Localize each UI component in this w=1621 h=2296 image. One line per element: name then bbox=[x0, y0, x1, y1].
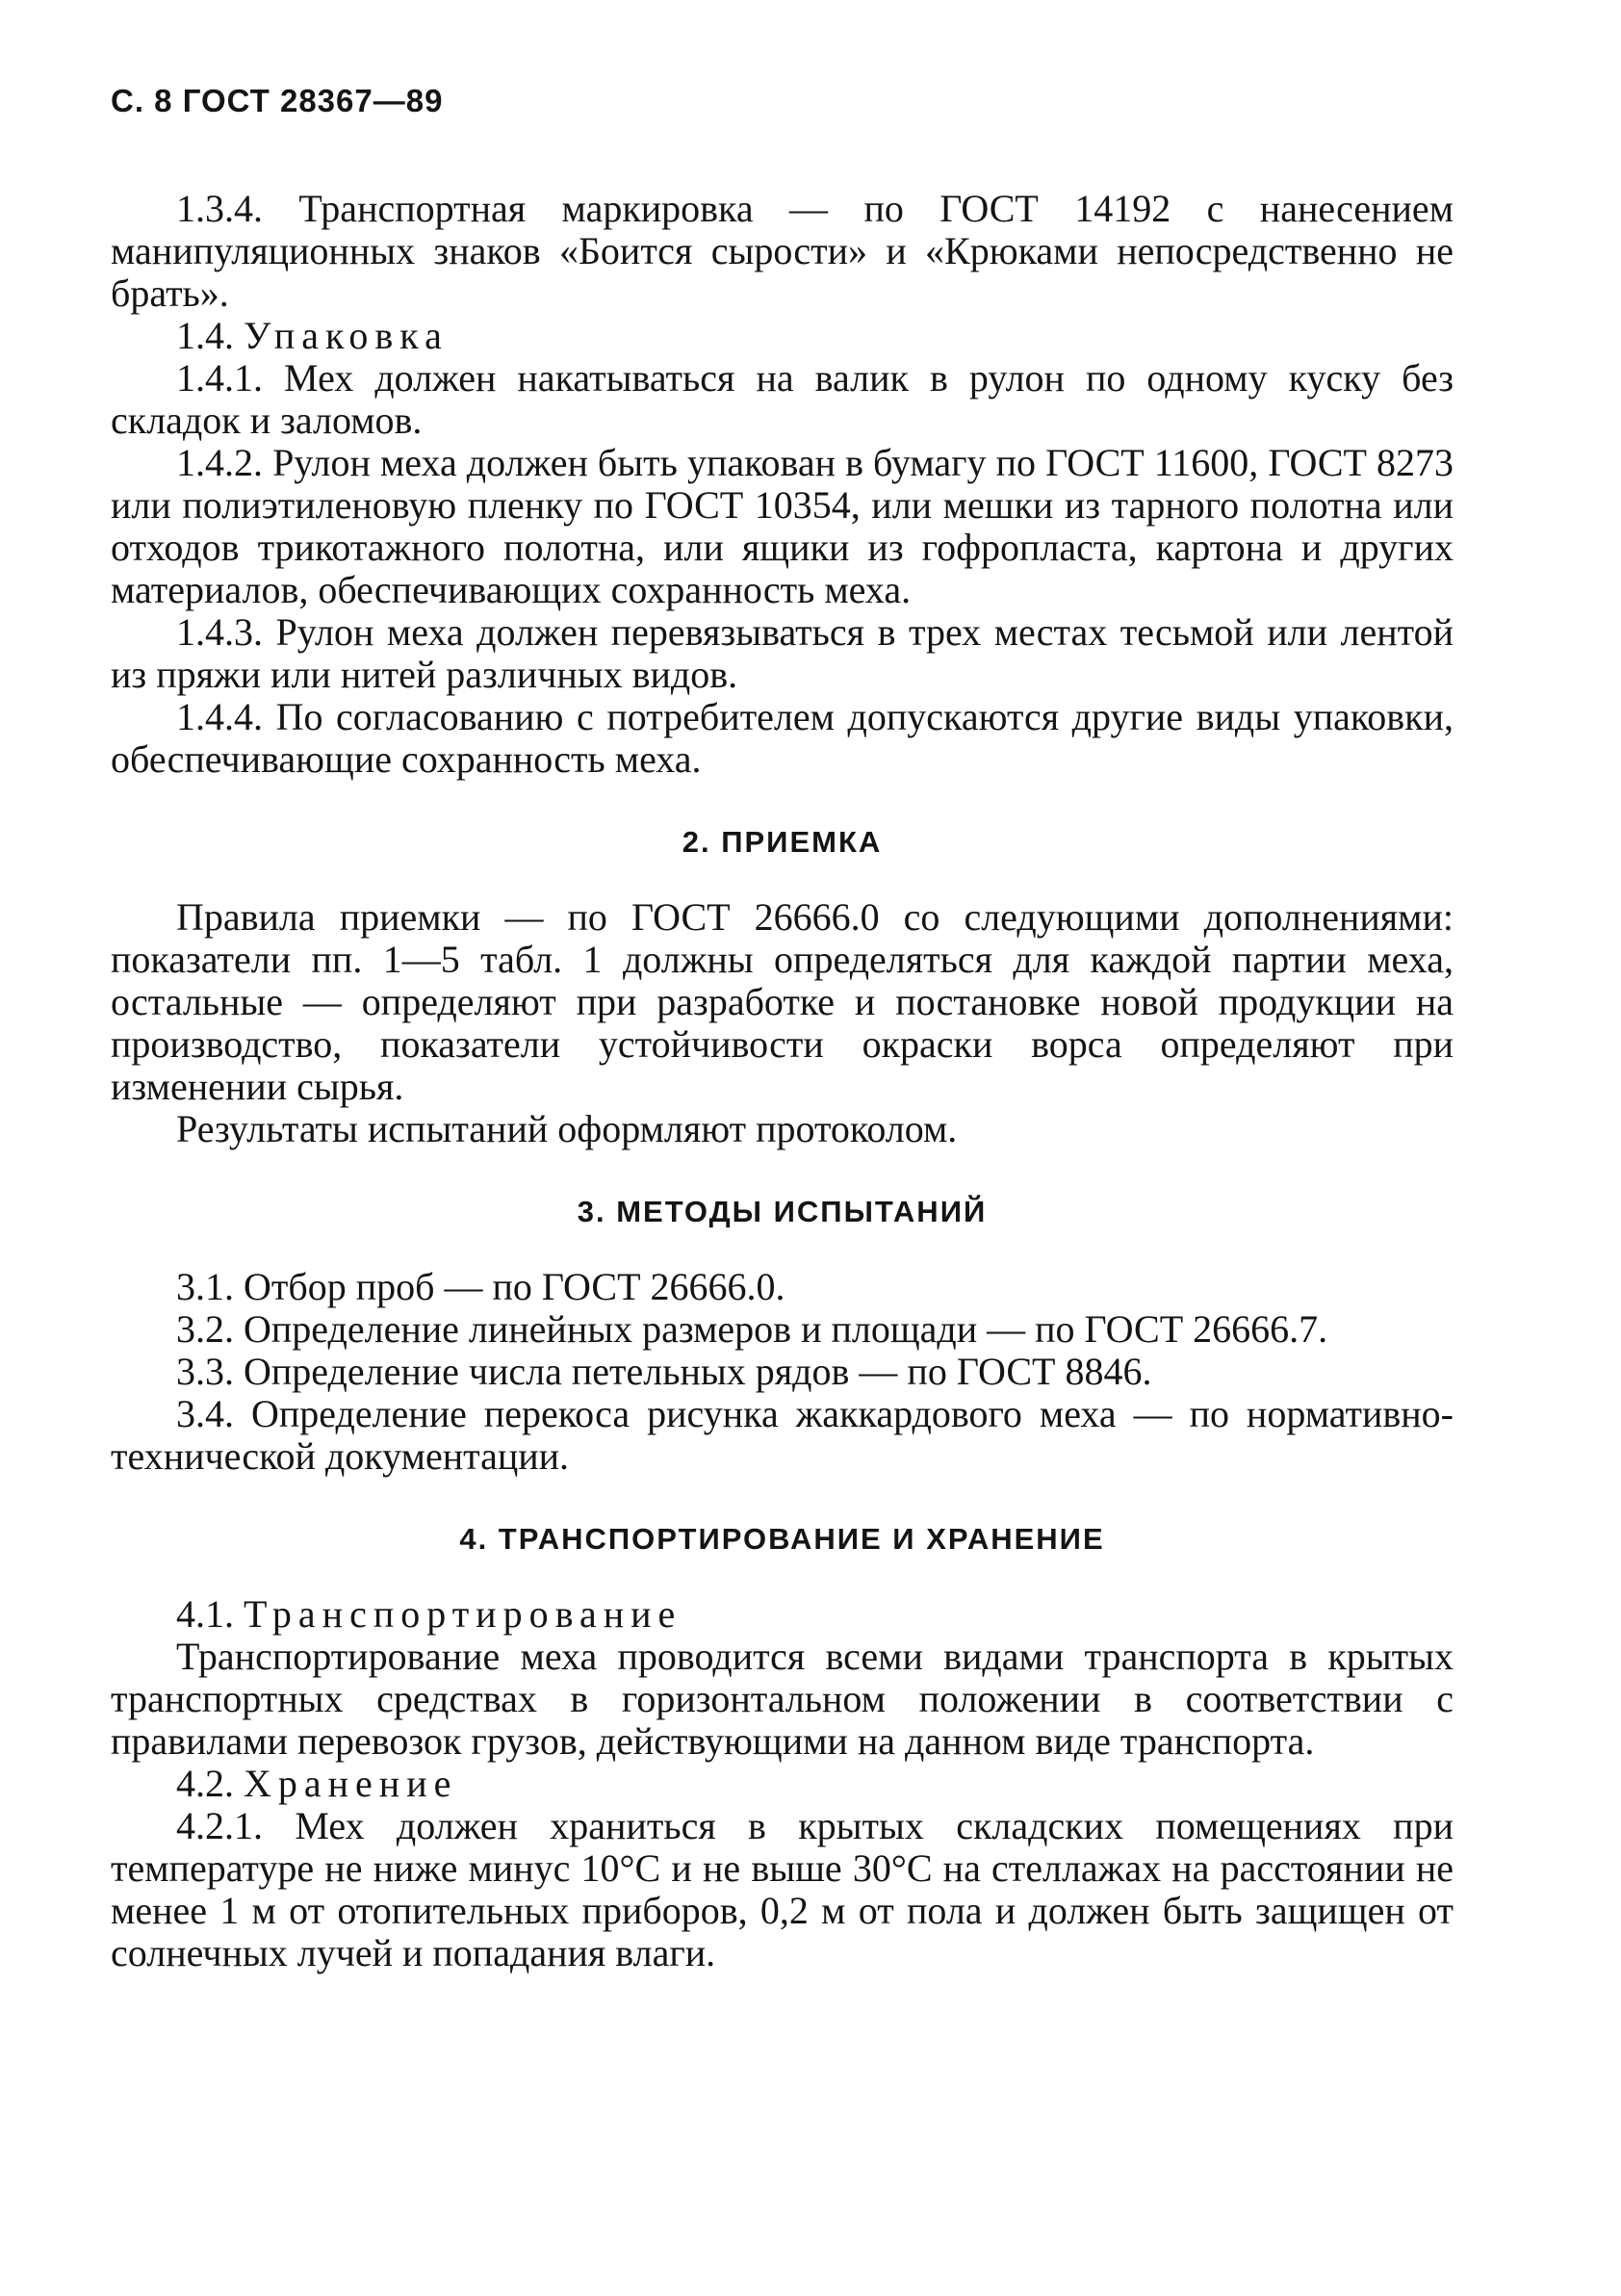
subheading-1-4 bbox=[111, 315, 1454, 357]
paragraph-4-2-1: 4.2.1. Мех должен храниться в крытых складских помещениях при температуре не ниже минус 10°С и не выше 30°С на стеллажах на расстоянии не менее 1 м от отопительных приборов, 0,2 м от пола и должен быть защищен от солнечных лучей и попадания влаги. bbox=[111, 1804, 1454, 1974]
subheading-4-1 bbox=[111, 1593, 1454, 1636]
paragraph-1-4-4: 1.4.4. По согласованию с потребителем допускаются другие виды упаковки, обеспечивающие сохранность меха. bbox=[111, 695, 1454, 781]
paragraph-2-results: Результаты испытаний оформляют протоколом. bbox=[176, 1107, 958, 1150]
page-header: С. 8 ГОСТ 28367—89 bbox=[111, 83, 444, 118]
paragraph-3-4: 3.4. Определение перекоса рисунка жаккардового меха — по нормативно-технической документации. bbox=[111, 1392, 1454, 1478]
subheading-number: 4.1. bbox=[176, 1592, 234, 1636]
section-acceptance bbox=[111, 896, 1454, 1150]
subheading-number: 1.4. bbox=[176, 314, 234, 357]
paragraph-4-1-text: Транспортирование меха проводится всеми видами транспорта в крытых транспортных средствах в горизонтальном положении в соответствии с правилами перевозок грузов, действующими на данном виде транспорта. bbox=[111, 1635, 1454, 1763]
section-heading-4: 4. ТРАНСПОРТИРОВАНИЕ И ХРАНЕНИЕ bbox=[459, 1522, 1105, 1556]
section-heading-3: 3. МЕТОДЫ ИСПЫТАНИЙ bbox=[577, 1195, 988, 1228]
subheading-4-2 bbox=[111, 1763, 1454, 1805]
document-page bbox=[111, 82, 1454, 1974]
paragraph-3-1: 3.1. Отбор проб — по ГОСТ 26666.0. bbox=[176, 1265, 785, 1308]
paragraph-3-3: 3.3. Определение числа петельных рядов — по ГОСТ 8846. bbox=[176, 1350, 1152, 1393]
subheading-title: Упаковка bbox=[244, 314, 449, 357]
subheading-number: 4.2. bbox=[176, 1762, 234, 1805]
paragraph-1-4-3: 1.4.3. Рулон меха должен перевязываться в трех местах тесьмой или лентой из пряжи или нитей различных видов. bbox=[111, 610, 1454, 696]
paragraph-1-4-1: 1.4.1. Мех должен накатываться на валик в рулон по одному куску без складок и заломов. bbox=[111, 356, 1454, 442]
section-heading-2: 2. ПРИЕМКА bbox=[682, 825, 883, 859]
paragraph-3-2: 3.2. Определение линейных размеров и площади — по ГОСТ 26666.7. bbox=[176, 1307, 1328, 1351]
paragraph-1-4-2: 1.4.2. Рулон меха должен быть упакован в бумагу по ГОСТ 11600, ГОСТ 8273 или полиэтиленовую пленку по ГОСТ 10354, или мешки из тарного полотна или отходов трикотажного полотна, или ящики из гофропласта, картона и других материалов, обеспечивающих сохранность меха. bbox=[111, 441, 1454, 611]
paragraph-1-3-4: 1.3.4. Транспортная маркировка — по ГОСТ 14192 с нанесением манипуляционных знаков «Боится сырости» и «Крюками непосредственно не брать». bbox=[111, 187, 1454, 315]
section-packaging bbox=[111, 188, 1454, 781]
paragraph-2-rules: Правила приемки — по ГОСТ 26666.0 со следующими дополнениями: показатели пп. 1—5 табл. 1 должны определяться для каждой партии меха, остальные — определяют при разработке и постановке новой продукции на производство, показатели устойчивости окраски ворса определяют при изменении сырья. bbox=[111, 895, 1454, 1108]
subheading-title: Хранение bbox=[244, 1762, 458, 1805]
section-test-methods bbox=[111, 1266, 1454, 1478]
subheading-title: Транспортирование bbox=[244, 1592, 682, 1636]
section-transport-storage bbox=[111, 1593, 1454, 1974]
